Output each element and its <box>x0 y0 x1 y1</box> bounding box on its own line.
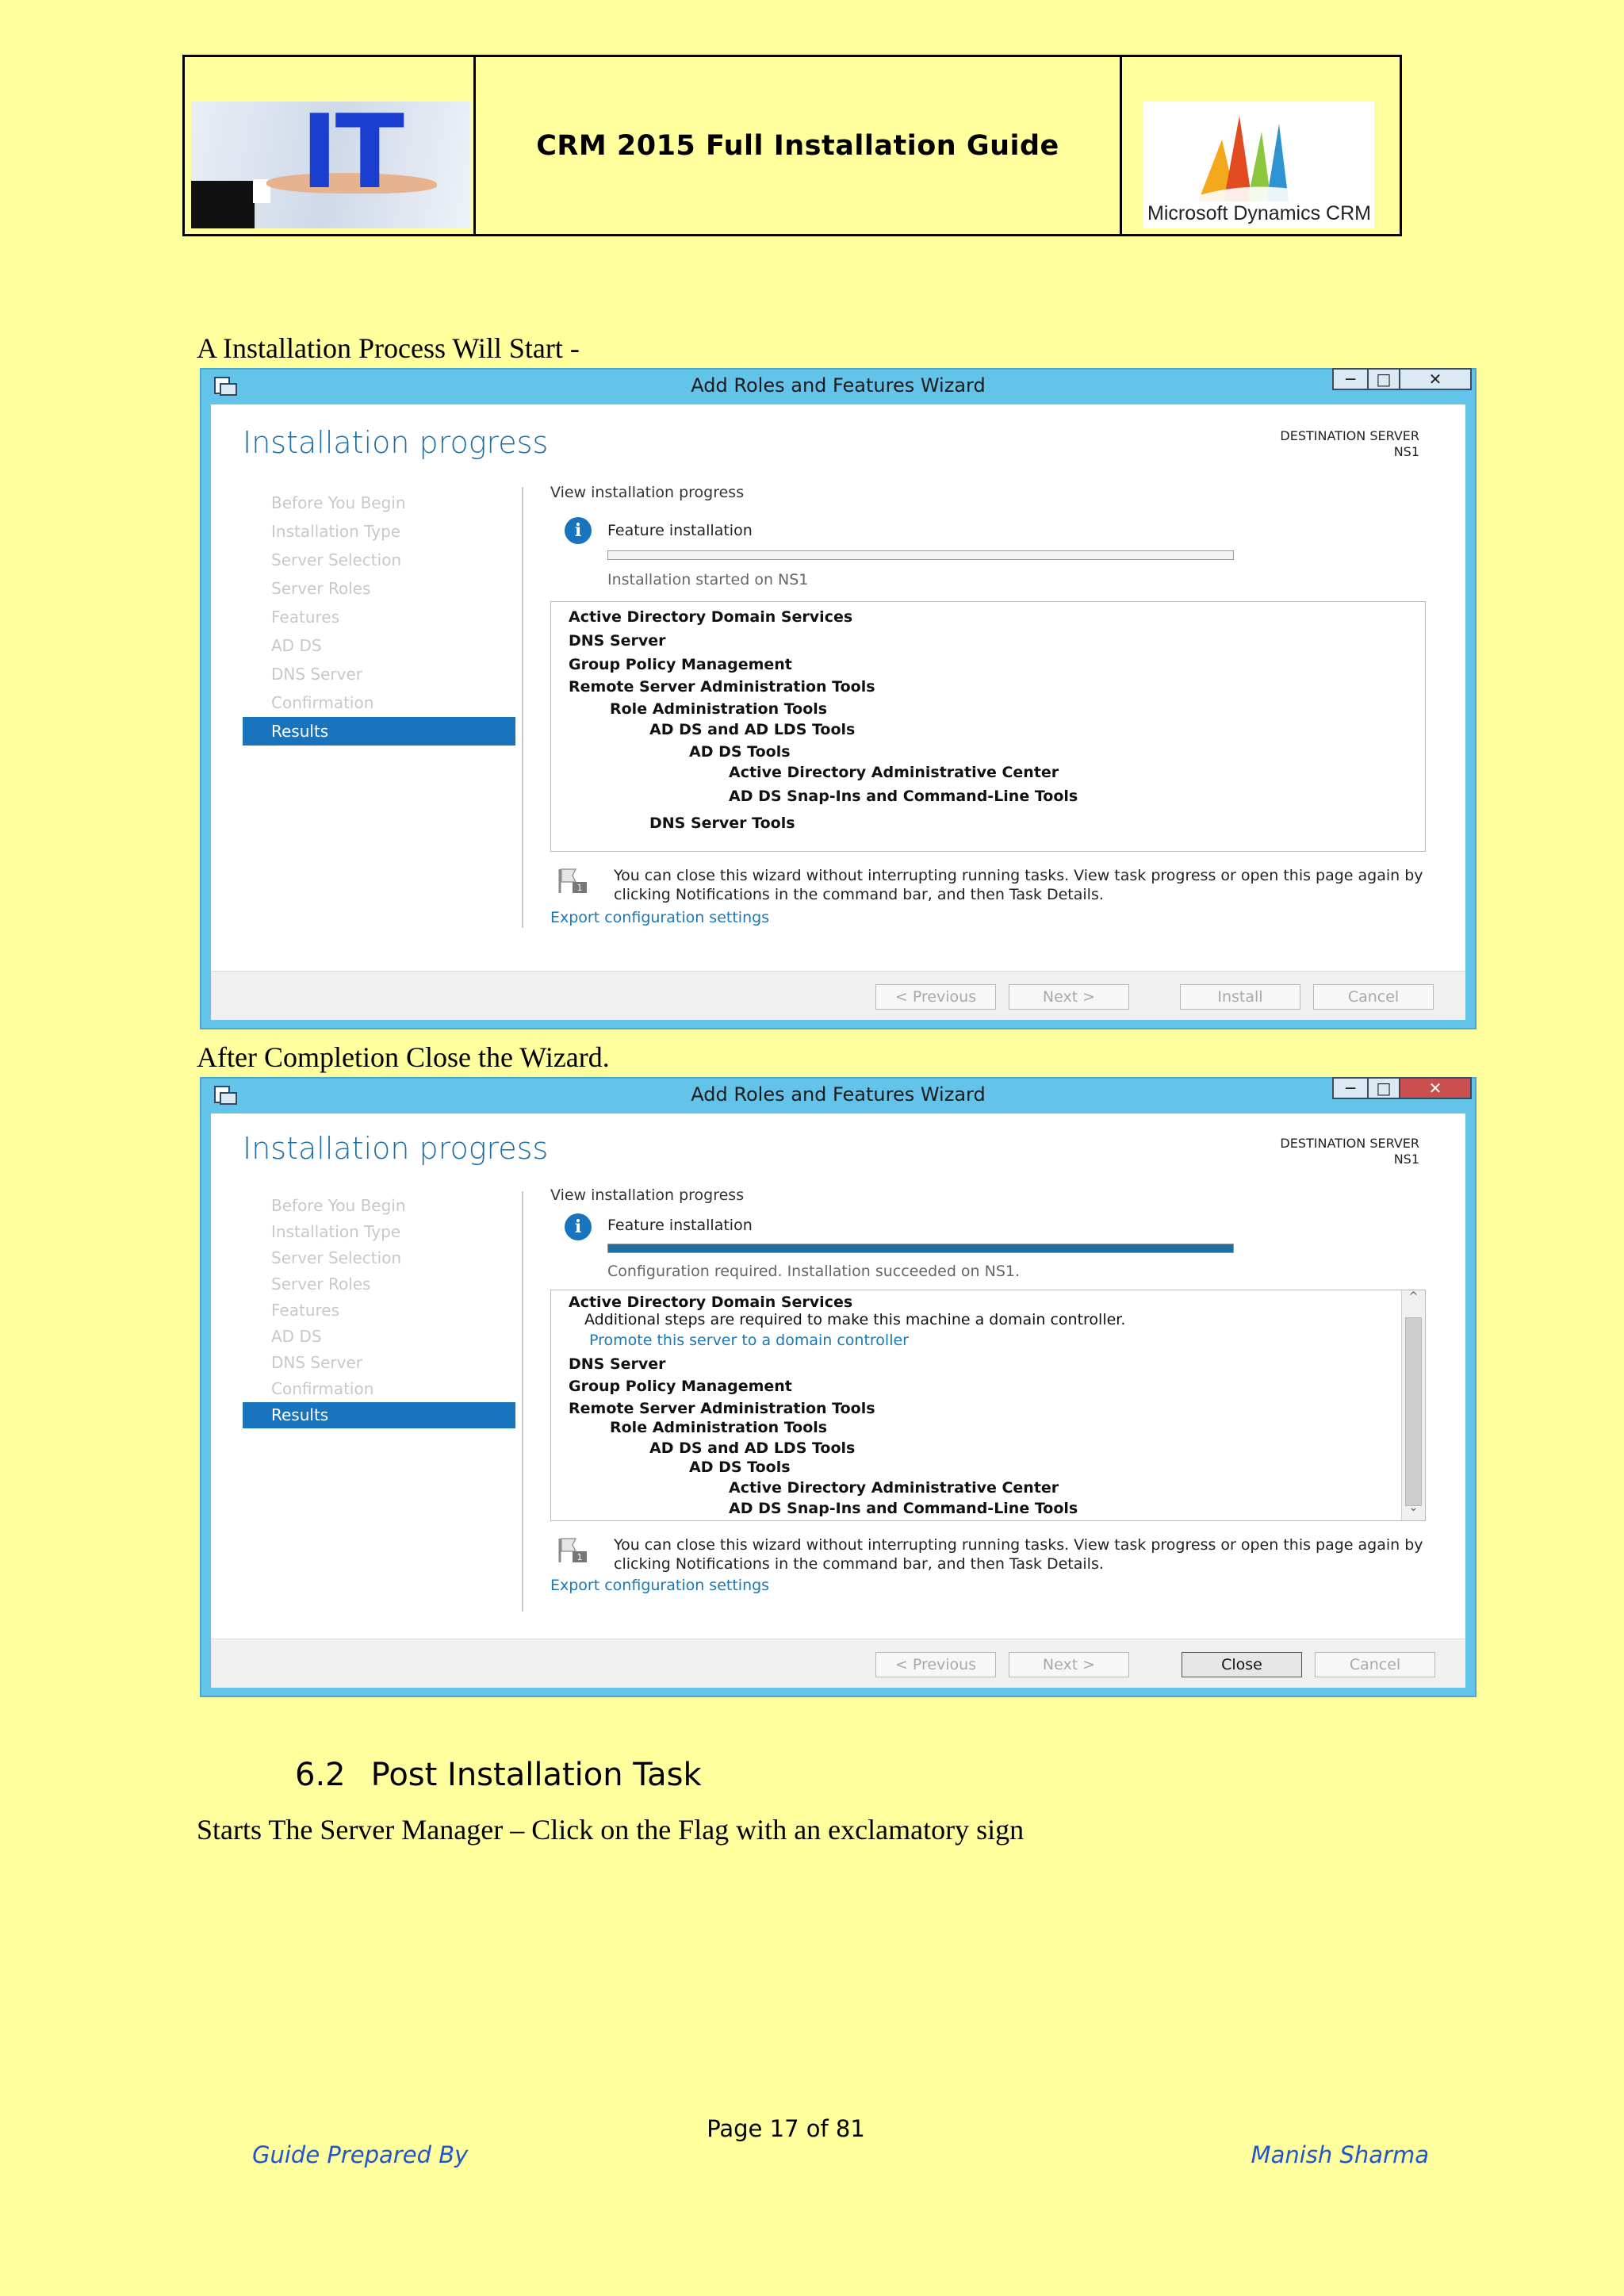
feature-installation-label: Feature installation <box>607 522 753 539</box>
wizard-title: Add Roles and Features Wizard <box>691 374 986 397</box>
install-status: Installation started on NS1 <box>607 571 809 588</box>
wizard-window-2 <box>200 1077 1477 1697</box>
wizard-note: You can close this wizard without interrupting running tasks. View task progress or open this page again by clicking Notifications in the command bar, and then Task Details. <box>614 1536 1423 1573</box>
note-badge: 1 <box>576 883 583 893</box>
wizard-content <box>550 484 1434 944</box>
cancel-button[interactable]: Cancel <box>1313 984 1434 1010</box>
list-item: AD DS Tools <box>689 1458 791 1476</box>
minimize-icon[interactable]: ─ <box>1332 368 1369 390</box>
wizard-titlebar <box>201 1079 1475 1114</box>
paragraph-server-manager: Starts The Server Manager – Click on the Flag with an exclamatory sign <box>197 1814 1025 1846</box>
notification-flag-icon <box>557 1535 588 1564</box>
list-item: Remote Server Administration Tools <box>569 678 875 696</box>
list-item: AD DS Tools <box>689 743 791 761</box>
page-number: Page 17 of 81 <box>707 2115 865 2142</box>
it-logo <box>191 102 470 228</box>
nav-installation-type[interactable]: Installation Type <box>271 522 401 541</box>
destination-server <box>1280 428 1419 460</box>
scrollbar-thumb[interactable] <box>1405 1317 1422 1506</box>
nav-server-selection[interactable]: Server Selection <box>271 550 402 569</box>
dynamics-crm-logo <box>1143 102 1374 228</box>
it-logo-text: IT <box>301 102 401 212</box>
wizard-titlebar <box>201 370 1475 404</box>
nav-before-you-begin[interactable]: Before You Begin <box>271 493 406 512</box>
cancel-button[interactable]: Cancel <box>1315 1652 1435 1677</box>
wizard-title: Add Roles and Features Wizard <box>691 1083 986 1106</box>
nav-divider <box>522 1191 523 1612</box>
previous-button[interactable]: < Previous <box>875 1652 996 1677</box>
destination-value: NS1 <box>1393 1152 1419 1167</box>
nav-confirmation[interactable]: Confirmation <box>271 693 374 712</box>
header-table <box>182 55 1402 236</box>
nav-results[interactable]: Results <box>243 717 515 746</box>
minimize-icon[interactable]: ─ <box>1332 1077 1369 1099</box>
maximize-icon[interactable]: □ <box>1369 368 1400 390</box>
nav-dns-server[interactable]: DNS Server <box>271 1353 362 1372</box>
wizard-body <box>211 404 1465 1020</box>
wizard-note: You can close this wizard without interrupting running tasks. View task progress or open this page again by clicking Notifications in the command bar, and then Task Details. <box>614 867 1423 903</box>
header-title-cell <box>476 57 1122 234</box>
feature-installation-label: Feature installation <box>607 1217 753 1234</box>
paragraph-close-wizard: After Completion Close the Wizard. <box>197 1041 610 1073</box>
wizard-nav <box>243 1193 515 1428</box>
progress-bar <box>607 1244 1234 1253</box>
destination-label: DESTINATION SERVER <box>1280 1136 1419 1151</box>
section-title: Post Installation Task <box>370 1757 702 1793</box>
list-item: Active Directory Domain Services <box>569 608 853 626</box>
close-button[interactable]: Close <box>1182 1652 1302 1677</box>
window-controls <box>1332 368 1472 390</box>
notification-flag-icon <box>557 866 588 895</box>
list-item: DNS Server Tools <box>649 815 795 832</box>
list-item: Role Administration Tools <box>610 700 828 718</box>
nav-features[interactable]: Features <box>271 1301 339 1320</box>
export-config-link[interactable]: Export configuration settings <box>550 1577 770 1594</box>
results-listbox[interactable] <box>550 601 1426 852</box>
close-icon[interactable]: ✕ <box>1400 368 1472 390</box>
document-title: CRM 2015 Full Installation Guide <box>536 129 1059 162</box>
results-listbox[interactable] <box>550 1290 1426 1521</box>
footer-prepared-by: Guide Prepared By <box>252 2141 469 2168</box>
install-button[interactable]: Install <box>1180 984 1300 1010</box>
list-item: Group Policy Management <box>569 1378 792 1395</box>
window-controls <box>1332 1077 1472 1099</box>
export-config-link[interactable]: Export configuration settings <box>550 909 770 926</box>
list-item: Group Policy Management <box>569 656 792 673</box>
wizard-body <box>211 1114 1465 1688</box>
nav-results[interactable]: Results <box>243 1402 515 1428</box>
wizard-button-bar <box>211 1639 1465 1688</box>
info-icon: i <box>565 517 592 544</box>
scroll-up-icon[interactable]: ^ <box>1408 1290 1419 1303</box>
logo-sleeve <box>191 181 255 228</box>
list-item: Role Administration Tools <box>610 1419 828 1436</box>
close-icon[interactable]: ✕ <box>1400 1077 1472 1099</box>
destination-label: DESTINATION SERVER <box>1280 428 1419 443</box>
wizard-heading: Installation progress <box>243 1131 549 1166</box>
scroll-down-icon[interactable]: ⌄ <box>1408 1501 1419 1514</box>
listbox-scrollbar[interactable] <box>1401 1290 1425 1520</box>
wizard-button-bar <box>211 971 1465 1020</box>
nav-server-roles[interactable]: Server Roles <box>271 579 371 598</box>
list-item: AD DS Snap-Ins and Command-Line Tools <box>729 788 1078 805</box>
destination-server <box>1280 1136 1419 1167</box>
progress-fill <box>608 1244 1233 1252</box>
dynamics-logo-text: Microsoft Dynamics CRM <box>1147 202 1371 224</box>
list-item: Remote Server Administration Tools <box>569 1400 875 1417</box>
nav-installation-type[interactable]: Installation Type <box>271 1222 401 1241</box>
wizard-content <box>550 1186 1434 1631</box>
view-progress-label: View installation progress <box>550 1186 745 1204</box>
nav-dns-server[interactable]: DNS Server <box>271 665 362 684</box>
maximize-icon[interactable]: □ <box>1369 1077 1400 1099</box>
destination-value: NS1 <box>1393 444 1419 459</box>
list-item: AD DS and AD LDS Tools <box>649 1439 856 1457</box>
list-item-note: Additional steps are required to make this machine a domain controller. <box>584 1311 1126 1328</box>
nav-features[interactable]: Features <box>271 608 339 627</box>
next-button[interactable]: Next > <box>1009 1652 1129 1677</box>
wizard-nav <box>243 489 515 746</box>
nav-server-roles[interactable]: Server Roles <box>271 1274 371 1294</box>
previous-button[interactable]: < Previous <box>875 984 996 1010</box>
nav-divider <box>522 487 523 928</box>
list-item: DNS Server <box>569 1355 666 1373</box>
header-logo-cell <box>185 57 476 234</box>
next-button[interactable]: Next > <box>1009 984 1129 1010</box>
list-item: Active Directory Administrative Center <box>729 1479 1059 1497</box>
footer-author: Manish Sharma <box>1251 2141 1429 2168</box>
note-badge: 1 <box>576 1552 583 1562</box>
nav-ad-ds[interactable]: AD DS <box>271 1327 322 1346</box>
dynamics-logo-icon <box>1190 108 1309 203</box>
section-heading <box>295 1757 727 1793</box>
nav-before-you-begin[interactable]: Before You Begin <box>271 1196 406 1215</box>
paragraph-install-start: A Installation Process Will Start - <box>197 332 580 364</box>
list-item: Active Directory Domain Services <box>569 1294 853 1311</box>
list-item: Active Directory Administrative Center <box>729 764 1059 781</box>
nav-ad-ds[interactable]: AD DS <box>271 636 322 655</box>
list-item: AD DS Snap-Ins and Command-Line Tools <box>729 1500 1078 1517</box>
view-progress-label: View installation progress <box>550 484 745 501</box>
list-item: DNS Server <box>569 632 666 650</box>
nav-server-selection[interactable]: Server Selection <box>271 1248 402 1267</box>
list-item: AD DS and AD LDS Tools <box>649 721 856 738</box>
progress-bar <box>607 550 1234 560</box>
section-number: 6.2 <box>295 1757 346 1793</box>
install-status: Configuration required. Installation succeeded on NS1. <box>607 1263 1021 1280</box>
promote-dc-link[interactable]: Promote this server to a domain controller <box>589 1332 909 1349</box>
info-icon: i <box>565 1213 592 1240</box>
header-brand-cell <box>1122 57 1400 234</box>
wizard-heading: Installation progress <box>243 425 549 460</box>
nav-confirmation[interactable]: Confirmation <box>271 1379 374 1398</box>
wizard-window-1 <box>200 368 1477 1029</box>
